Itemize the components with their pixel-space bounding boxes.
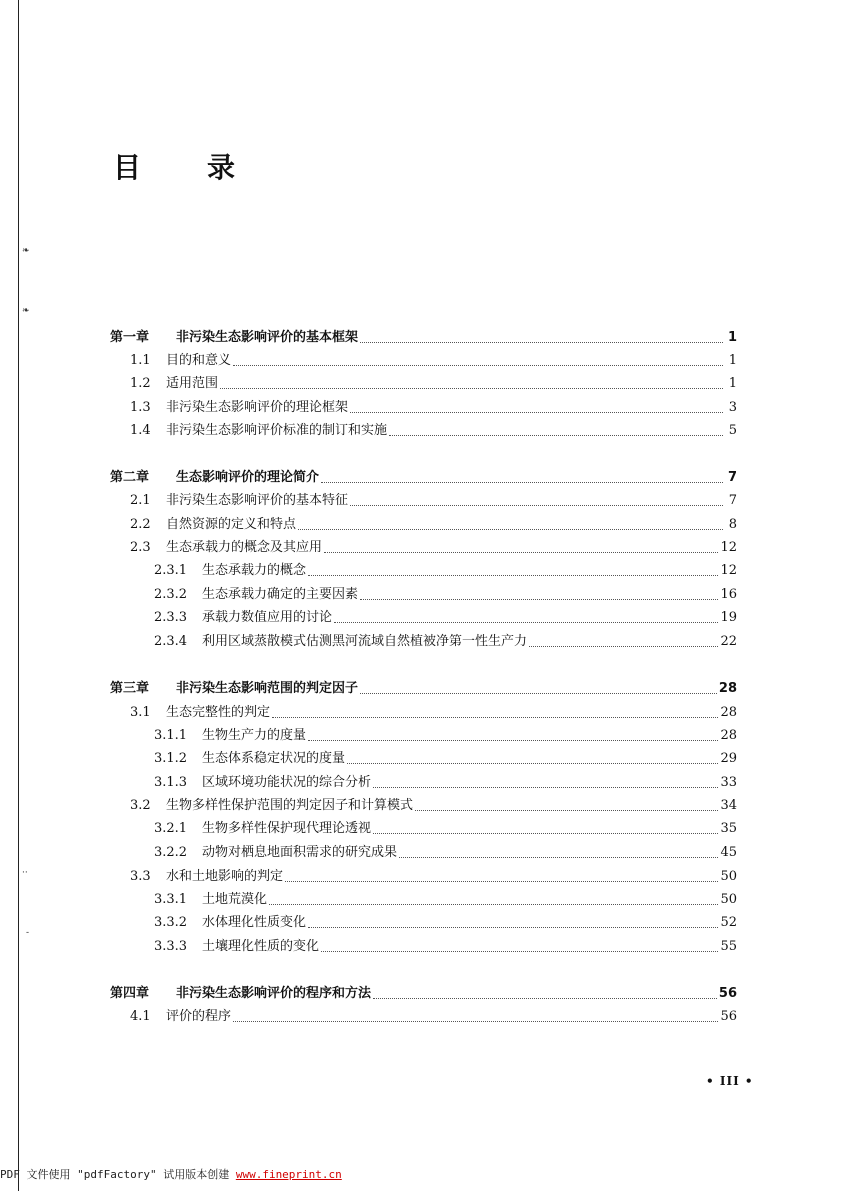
toc-entry-title: 目的和意义 (166, 353, 232, 368)
toc-entry-title: 非污染生态影响评价的基本特征 (166, 493, 349, 508)
toc-dot-leader (415, 809, 718, 811)
toc-entry-page: 5 (728, 423, 737, 438)
toc-entry[interactable] (110, 815, 737, 837)
toc-entry-title: 评价的程序 (166, 1009, 232, 1024)
toc-dot-leader (347, 762, 718, 764)
toc-entry-page: 1 (728, 376, 737, 391)
page-title (113, 146, 235, 186)
toc-entry-title: 生态完整性的判定 (166, 705, 271, 720)
toc-entry-number: 3.2.1 (154, 821, 188, 836)
toc-dot-leader (285, 880, 718, 882)
toc-entry-number: 2.1 (130, 493, 151, 508)
toc-entry[interactable] (110, 933, 737, 955)
toc-entry[interactable] (110, 487, 737, 509)
toc-dot-leader (373, 997, 717, 999)
toc-dot-leader (220, 387, 723, 389)
toc-dot-leader (350, 411, 723, 413)
toc-dot-leader (529, 645, 718, 647)
toc-entry-page: 56 (718, 986, 737, 1001)
toc-entry-page: 28 (720, 705, 737, 720)
toc-entry-title: 生态承载力确定的主要因素 (202, 587, 359, 602)
toc-entry-page: 52 (720, 915, 737, 930)
footer-text: PDF 文件使用 "pdfFactory" 试用版本创建 (0, 1168, 236, 1181)
toc-dot-leader (373, 832, 718, 834)
toc-entry-number: 第一章 (110, 330, 150, 345)
toc-entry[interactable] (110, 370, 737, 392)
toc-entry-page: 7 (728, 493, 737, 508)
toc-entry-number: 2.3.1 (154, 563, 188, 578)
toc-entry-title: 动物对栖息地面积需求的研究成果 (202, 845, 398, 860)
toc-dot-leader (373, 786, 718, 788)
toc-entry-number: 第四章 (110, 986, 150, 1001)
toc-entry-title: 土壤理化性质的变化 (202, 939, 320, 954)
toc-entry-title: 非污染生态影响评价的程序和方法 (176, 986, 372, 1001)
toc-dot-leader (321, 481, 723, 483)
toc-dot-leader (298, 528, 723, 530)
toc-dot-leader (321, 950, 718, 952)
toc-dot-leader (308, 739, 718, 741)
page-number: • III • (706, 1074, 754, 1088)
toc-entry-page: 12 (720, 540, 737, 555)
scan-artifact-mark: ❧ (22, 306, 30, 316)
toc-entry-page: 19 (720, 610, 737, 625)
toc-entry-number: 第二章 (110, 470, 150, 485)
toc-entry-number: 1.2 (130, 376, 151, 391)
toc-entry[interactable] (110, 1003, 737, 1025)
title-char-2: 录 (207, 151, 236, 184)
toc-entry-title: 非污染生态影响评价标准的制订和实施 (166, 423, 388, 438)
toc-entry-page: 16 (720, 587, 737, 602)
toc-dot-leader (233, 364, 723, 366)
toc-entry-page: 22 (720, 634, 737, 649)
toc-entry-title: 生物生产力的度量 (202, 728, 307, 743)
toc-entry[interactable] (110, 699, 737, 721)
toc-entry[interactable] (110, 769, 737, 791)
toc-entry-title: 自然资源的定义和特点 (166, 517, 297, 532)
toc-entry-title: 生物多样性保护范围的判定因子和计算模式 (166, 798, 414, 813)
scan-artifact-mark: ❧ (22, 246, 30, 256)
toc-dot-leader (269, 903, 718, 905)
toc-entry-page: 29 (720, 751, 737, 766)
toc-entry-page: 35 (720, 821, 737, 836)
toc-entry-page: 12 (720, 563, 737, 578)
toc-entry-number: 2.3.4 (154, 634, 188, 649)
toc-entry-title: 生态影响评价的理论简介 (176, 470, 320, 485)
toc-entry-page: 3 (728, 400, 737, 415)
toc-entry-page: 33 (720, 775, 737, 790)
toc-entry[interactable] (110, 675, 737, 697)
toc-entry-number: 4.1 (130, 1009, 151, 1024)
toc-entry[interactable] (110, 722, 737, 744)
toc-entry[interactable] (110, 980, 737, 1002)
pdf-footer (0, 1166, 342, 1182)
footer-link[interactable]: www.fineprint.cn (235, 1168, 342, 1181)
toc-entry-title: 利用区域蒸散模式估测黑河流域自然植被净第一性生产力 (202, 634, 528, 649)
toc-entry-number: 1.4 (130, 423, 151, 438)
toc-dot-leader (389, 434, 723, 436)
toc-entry[interactable] (110, 886, 737, 908)
toc-entry-page: 50 (720, 892, 737, 907)
toc-dot-leader (350, 504, 723, 506)
toc-dot-leader (360, 598, 718, 600)
toc-entry-title: 适用范围 (166, 376, 219, 391)
toc-entry[interactable] (110, 324, 737, 346)
toc-entry-title: 水体理化性质变化 (202, 915, 307, 930)
toc-entry-title: 生态体系稳定状况的度量 (202, 751, 346, 766)
toc-entry-title: 生物多样性保护现代理论透视 (202, 821, 372, 836)
toc-dot-leader (324, 551, 718, 553)
toc-entry-title: 非污染生态影响范围的判定因子 (176, 681, 359, 696)
toc-dot-leader (399, 856, 718, 858)
toc-entry[interactable] (110, 347, 737, 369)
toc-entry-title: 承载力数值应用的讨论 (202, 610, 333, 625)
toc-entry-number: 2.3.3 (154, 610, 188, 625)
toc-entry-number: 3.1 (130, 705, 151, 720)
toc-entry[interactable] (110, 394, 737, 416)
toc-entry[interactable] (110, 792, 737, 814)
toc-entry-title: 非污染生态影响评价的基本框架 (176, 330, 359, 345)
scan-artifact-mark: - (26, 928, 30, 938)
toc-entry[interactable] (110, 863, 737, 885)
toc-entry-title: 生态承载力的概念及其应用 (166, 540, 323, 555)
toc-entry-page: 56 (720, 1009, 737, 1024)
toc-dot-leader (360, 692, 717, 694)
page-left-border (18, 0, 19, 1191)
toc-dot-leader (308, 574, 718, 576)
title-char-1: 目 (113, 151, 142, 184)
toc-entry[interactable] (110, 745, 737, 767)
toc-entry-number: 2.3 (130, 540, 151, 555)
toc-entry-page: 28 (718, 681, 737, 696)
toc-entry-number: 3.1.1 (154, 728, 188, 743)
toc-entry-page: 1 (727, 330, 737, 345)
toc-entry-number: 3.3.2 (154, 915, 188, 930)
toc-entry[interactable] (110, 628, 737, 650)
toc-entry[interactable] (110, 417, 737, 439)
toc-entry-title: 水和土地影响的判定 (166, 869, 284, 884)
toc-entry[interactable] (110, 604, 737, 626)
toc-entry-title: 生态承载力的概念 (202, 563, 307, 578)
toc-entry-number: 3.2 (130, 798, 151, 813)
toc-entry-number: 2.2 (130, 517, 151, 532)
toc-entry-page: 55 (720, 939, 737, 954)
toc-entry[interactable] (110, 581, 737, 603)
toc-entry[interactable] (110, 557, 737, 579)
scan-artifact-mark: ·· (22, 868, 28, 878)
toc-entry-number: 3.3.1 (154, 892, 188, 907)
toc-entry-page: 50 (720, 869, 737, 884)
toc-entry-number: 3.1.2 (154, 751, 188, 766)
toc-entry-number: 3.2.2 (154, 845, 188, 860)
toc-entry-page: 34 (720, 798, 737, 813)
toc-entry-number: 3.1.3 (154, 775, 188, 790)
toc-entry-number: 第三章 (110, 681, 150, 696)
toc-entry-number: 2.3.2 (154, 587, 188, 602)
toc-entry-title: 区域环境功能状况的综合分析 (202, 775, 372, 790)
toc-entry[interactable] (110, 909, 737, 931)
toc-entry-title: 非污染生态影响评价的理论框架 (166, 400, 349, 415)
toc-entry-title: 土地荒漠化 (202, 892, 268, 907)
toc-entry-page: 28 (720, 728, 737, 743)
toc-entry[interactable] (110, 839, 737, 861)
toc-dot-leader (360, 341, 723, 343)
toc-entry-page: 8 (728, 517, 737, 532)
toc-entry-number: 1.3 (130, 400, 151, 415)
toc-dot-leader (272, 716, 718, 718)
toc-entry-page: 1 (728, 353, 737, 368)
toc-entry-page: 7 (727, 470, 737, 485)
toc-entry[interactable] (110, 464, 737, 486)
toc-entry[interactable] (110, 534, 737, 556)
toc-entry-page: 45 (720, 845, 737, 860)
toc-entry-number: 3.3.3 (154, 939, 188, 954)
toc-dot-leader (233, 1020, 718, 1022)
toc-entry-number: 1.1 (130, 353, 151, 368)
toc-entry[interactable] (110, 511, 737, 533)
toc-dot-leader (308, 926, 718, 928)
toc-entry-number: 3.3 (130, 869, 151, 884)
toc-dot-leader (334, 621, 718, 623)
